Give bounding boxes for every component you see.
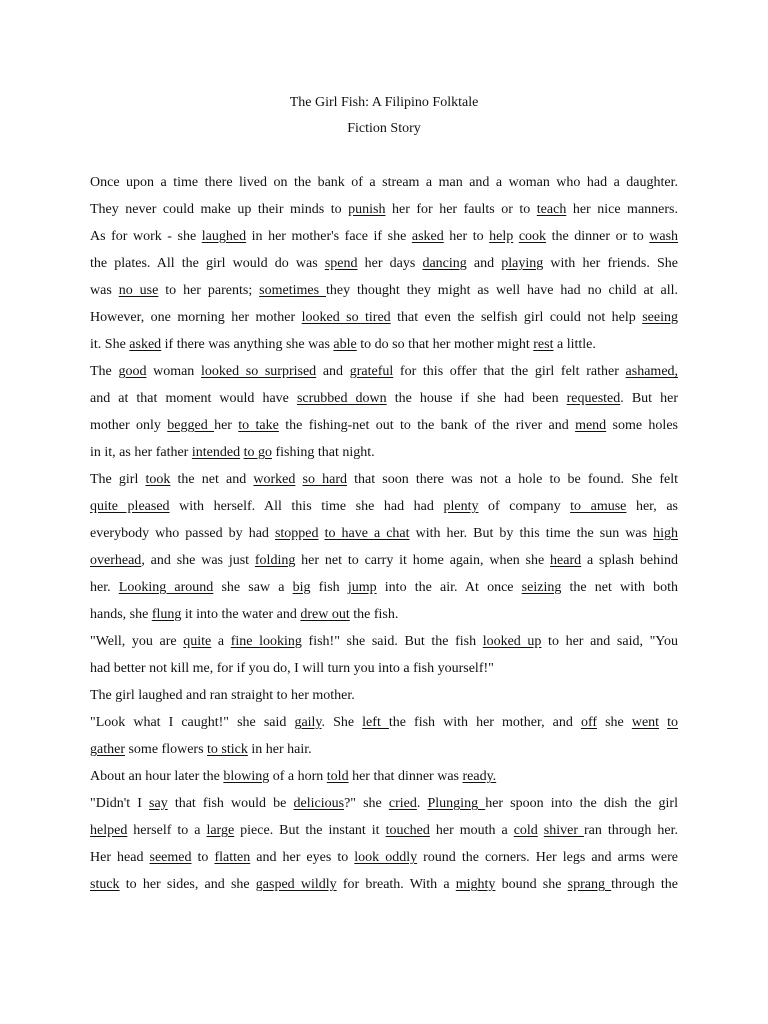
text-line [90, 498, 678, 525]
text-run: a splash behind [581, 553, 678, 568]
text-run: As for work - she [90, 229, 202, 244]
text-line [90, 768, 678, 795]
underlined-word: off [580, 715, 598, 730]
text-run: "Well, you are [90, 634, 184, 649]
text-run: of a horn [269, 769, 327, 784]
text-line [90, 255, 678, 282]
underlined-word: able [333, 337, 357, 352]
underlined-word: quite [183, 634, 212, 649]
underlined-word: worked [253, 472, 296, 487]
text-run: through the [611, 877, 678, 892]
text-run: that soon there was not a hole to be found. She felt [346, 472, 678, 487]
underlined-word: drew out [300, 607, 350, 622]
text-run: the plates. All the girl would do was [90, 256, 325, 271]
underlined-word: grateful [349, 364, 394, 379]
text-line [90, 363, 678, 390]
story-body [90, 174, 678, 903]
text-line [90, 309, 678, 336]
text-run: some flowers [124, 742, 208, 757]
text-line [90, 606, 678, 633]
text-run: her net to carry it home again, when she [295, 553, 551, 568]
text-run: her for her faults or to [385, 202, 537, 217]
text-run: she saw a [213, 580, 293, 595]
text-run: was [90, 283, 119, 298]
underlined-word: folding [254, 553, 296, 568]
text-run: for this offer that the girl felt rather [393, 364, 626, 379]
text-run: fish [310, 580, 348, 595]
text-run: her to [443, 229, 490, 244]
text-line [90, 795, 678, 822]
text-run: bound she [495, 877, 568, 892]
text-line [90, 741, 678, 768]
underlined-word: asked [411, 229, 444, 244]
text-run: into the air. At once [376, 580, 522, 595]
text-run: to [191, 850, 215, 865]
underlined-word: to amuse [570, 499, 627, 514]
underlined-word: left [362, 715, 389, 730]
underlined-word: cook [518, 229, 547, 244]
text-run: The [90, 364, 119, 379]
text-run: that fish would be [167, 796, 294, 811]
text-run: and [466, 256, 502, 271]
text-run: her days [357, 256, 423, 271]
text-run: for breath. With a [336, 877, 456, 892]
text-run: with herself. All this time she had had [169, 499, 444, 514]
underlined-word: heard [550, 553, 582, 568]
text-run: to her parents; [158, 283, 260, 298]
underlined-word: overhead [90, 553, 142, 568]
underlined-word: sometimes [259, 283, 326, 298]
underlined-word: to have a chat [324, 526, 410, 541]
text-run: About an hour later the [90, 769, 224, 784]
underlined-word: mighty [455, 877, 496, 892]
underlined-word: laughed [201, 229, 247, 244]
underlined-word: gasped wildly [255, 877, 337, 892]
underlined-word: went [631, 715, 660, 730]
text-run: to her sides, and she [119, 877, 256, 892]
text-line [90, 201, 678, 228]
text-run: . She [321, 715, 363, 730]
text-run: it. She [90, 337, 130, 352]
text-run: everybody who passed by had [90, 526, 275, 541]
text-line [90, 876, 678, 903]
page-subtitle: Fiction Story [347, 121, 421, 136]
text-run: she [597, 715, 632, 730]
underlined-word: seemed [149, 850, 192, 865]
underlined-word: begged [167, 418, 215, 433]
text-run: her nice manners. [566, 202, 678, 217]
text-run [659, 715, 667, 730]
text-run: Her head [90, 850, 150, 865]
text-run: with her. But by this time the sun was [409, 526, 654, 541]
text-run: it into the water and [181, 607, 301, 622]
text-line [90, 525, 678, 552]
text-line [90, 714, 678, 741]
text-run: her. [90, 580, 119, 595]
text-run: ran through her. [584, 823, 678, 838]
underlined-word: scrubbed down [296, 391, 387, 406]
text-run: the net and [170, 472, 254, 487]
underlined-word: took [145, 472, 171, 487]
underlined-word: cried [388, 796, 417, 811]
text-run: in her hair. [247, 742, 312, 757]
text-run: of company [478, 499, 571, 514]
underlined-word: asked [129, 337, 162, 352]
underlined-word: mend [575, 418, 607, 433]
text-run: hands, she [90, 607, 152, 622]
text-run: woman [146, 364, 201, 379]
text-run: mother only [90, 418, 168, 433]
text-run: they thought they might as well have had no child at all. [326, 283, 678, 298]
underlined-word: Looking around [118, 580, 214, 595]
underlined-word: teach [536, 202, 567, 217]
text-run: , and she was just [141, 553, 255, 568]
text-run: her [214, 418, 239, 433]
text-line [90, 687, 678, 714]
underlined-word: helped [90, 823, 128, 838]
text-run: "Didn't I [90, 796, 150, 811]
text-line [90, 417, 678, 444]
text-run: . But her [620, 391, 678, 406]
text-run: fish!" she said. But the fish [301, 634, 483, 649]
underlined-word: sprang [567, 877, 612, 892]
underlined-word: touched [385, 823, 430, 838]
text-run: Once upon a time there lived on the bank of a stream a man and a woman who had a daughter. [90, 175, 678, 190]
underlined-word: so hard [302, 472, 347, 487]
text-run: in her mother's face if she [246, 229, 412, 244]
text-run: the fish. [349, 607, 399, 622]
text-run: her, as [626, 499, 679, 514]
text-run: piece. But the instant it [234, 823, 386, 838]
text-line [90, 174, 678, 201]
underlined-word: intended [191, 445, 241, 460]
text-run: some holes [606, 418, 678, 433]
underlined-word: spend [324, 256, 358, 271]
text-line [90, 390, 678, 417]
underlined-word: stuck [90, 877, 120, 892]
text-line [90, 336, 678, 363]
underlined-word: to [667, 715, 679, 730]
underlined-word: ready. [462, 769, 497, 784]
underlined-word: requested [566, 391, 621, 406]
underlined-word: seeing [642, 310, 678, 325]
text-run: the fish with her mother, and [388, 715, 581, 730]
text-line [90, 228, 678, 255]
text-run: her spoon into the dish the girl [485, 796, 678, 811]
text-run: round the corners. Her legs and arms were [417, 850, 679, 865]
underlined-word: help [489, 229, 514, 244]
underlined-word: cold [513, 823, 538, 838]
underlined-word: good [118, 364, 147, 379]
underlined-word: punish [348, 202, 386, 217]
text-run: "Look what I caught!" she said [90, 715, 295, 730]
text-line [90, 282, 678, 309]
underlined-word: high [653, 526, 679, 541]
text-run: ?" she [344, 796, 389, 811]
text-run: fishing that night. [271, 445, 375, 460]
underlined-word: looked so surprised [200, 364, 317, 379]
underlined-word: gaily [294, 715, 322, 730]
text-run: had better not kill me, for if you do, I will turn you into a fish yourself!" [90, 661, 494, 676]
text-run: that even the selfish girl could not help [390, 310, 643, 325]
text-line [90, 660, 678, 687]
text-run: They never could make up their minds to [90, 202, 349, 217]
text-run: However, one morning her mother [90, 310, 302, 325]
text-run: The girl laughed and ran straight to her mother. [90, 688, 355, 703]
underlined-word: rest [533, 337, 554, 352]
underlined-word: blowing [223, 769, 270, 784]
underlined-word: gather [90, 742, 125, 757]
text-run: . [416, 796, 428, 811]
underlined-word: to go [243, 445, 272, 460]
text-run: a little. [553, 337, 596, 352]
underlined-word: shiver [543, 823, 584, 838]
text-run: the fishing-net out to the bank of the river and [278, 418, 576, 433]
text-run: in it, as her father [90, 445, 192, 460]
text-line [90, 552, 678, 579]
text-run: her mouth a [429, 823, 514, 838]
underlined-word: quite pleased [90, 499, 170, 514]
page-title: The Girl Fish: A Filipino Folktale [289, 95, 479, 110]
text-run: the dinner or to [546, 229, 650, 244]
text-line [90, 579, 678, 606]
text-run: herself to a [127, 823, 207, 838]
text-run: the net with both [561, 580, 678, 595]
underlined-word: to take [238, 418, 279, 433]
underlined-word: say [149, 796, 168, 811]
underlined-word: no use [118, 283, 159, 298]
underlined-word: large [206, 823, 235, 838]
underlined-word: looked up [482, 634, 542, 649]
underlined-word: fine looking [230, 634, 302, 649]
text-run: to her and said, "You [541, 634, 679, 649]
underlined-word: delicious [293, 796, 345, 811]
underlined-word: ashamed, [625, 364, 679, 379]
underlined-word: stopped [274, 526, 319, 541]
underlined-word: dancing [422, 256, 467, 271]
text-line [90, 633, 678, 660]
text-run: a [211, 634, 231, 649]
text-run: the house if she had been [386, 391, 567, 406]
underlined-word: flung [151, 607, 182, 622]
underlined-word: told [326, 769, 349, 784]
underlined-word: plenty [443, 499, 479, 514]
text-run [295, 472, 302, 487]
text-line [90, 471, 678, 498]
text-run: to do so that her mother might [356, 337, 534, 352]
text-run: her that dinner was [348, 769, 463, 784]
text-run: with her friends. She [543, 256, 678, 271]
text-run: if there was anything she was [161, 337, 334, 352]
text-run: and her eyes to [250, 850, 355, 865]
underlined-word: playing [501, 256, 544, 271]
underlined-word: big [292, 580, 311, 595]
underlined-word: flatten [214, 850, 251, 865]
underlined-word: to stick [207, 742, 248, 757]
text-line [90, 444, 678, 471]
underlined-word: Plunging [427, 796, 486, 811]
text-run: The girl [90, 472, 146, 487]
text-run: and at that moment would have [90, 391, 297, 406]
underlined-word: looked so tired [301, 310, 391, 325]
text-line [90, 822, 678, 849]
underlined-word: jump [347, 580, 377, 595]
text-run: and [316, 364, 350, 379]
text-line [90, 849, 678, 876]
underlined-word: seizing [521, 580, 562, 595]
underlined-word: wash [649, 229, 679, 244]
underlined-word: look oddly [354, 850, 418, 865]
